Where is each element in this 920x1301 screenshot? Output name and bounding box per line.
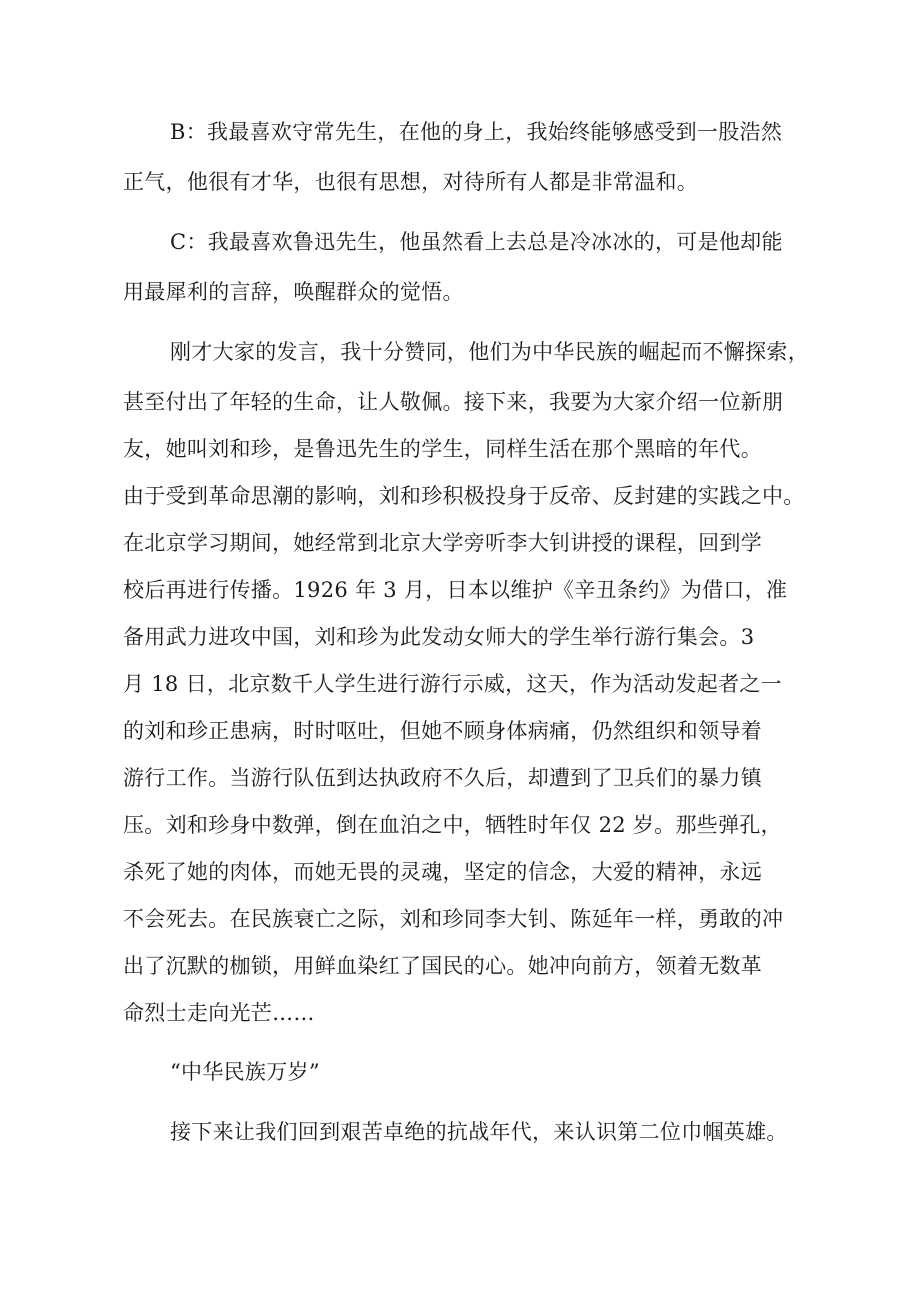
text-line: 命烈士走向光芒…… (123, 1001, 315, 1025)
text-line: 不会死去。在民族衰亡之际，刘和珍同李大钊、陈延年一样，勇敢的冲 (123, 907, 784, 931)
text-line: 压。刘和珍身中数弹，倒在血泊之中，牺牲时年仅 22 岁。那些弹孔， (123, 813, 782, 837)
text-line: 月 18 日，北京数千人学生进行游行示威，这天，作为活动发起者之一 (123, 672, 782, 696)
text-line: 刚才大家的发言，我十分赞同，他们为中华民族的崛起而不懈探索， (170, 340, 809, 364)
text-line: 友，她叫刘和珍，是鲁迅先生的学生，同样生活在那个黑暗的年代。 (123, 437, 762, 461)
text-line: 由于受到革命思潮的影响，刘和珍积极投身于反帝、反封建的实践之中。 (123, 484, 805, 508)
slogan-text: “中华民族万岁” (170, 1060, 320, 1084)
text-line: 的刘和珍正患病，时时呕吐，但她不顾身体病痛，仍然组织和领导着 (123, 719, 762, 743)
text-line: 校后再进行传播。1926 年 3 月，日本以维护《辛丑条约》为借口，准 (123, 578, 788, 602)
text-line: 用最犀利的言辞，唤醒群众的觉悟。 (123, 280, 464, 304)
text-line: 出了沉默的枷锁，用鲜血染红了国民的心。她冲向前方，领着无数革 (123, 954, 762, 978)
text-line: 杀死了她的肉体，而她无畏的灵魂，坚定的信念，大爱的精神，永远 (123, 860, 762, 884)
text-line: 正气，他很有才华，也很有思想，对待所有人都是非常温和。 (123, 170, 699, 194)
text-line: 甚至付出了年轻的生命，让人敬佩。接下来，我要为大家介绍一位新朋 (123, 390, 784, 414)
text-line: 接下来让我们回到艰苦卓绝的抗战年代，来认识第二位巾帼英雄。 (170, 1120, 788, 1144)
text-line: 在北京学习期间，她经常到北京大学旁听李大钊讲授的课程，回到学 (123, 531, 762, 555)
text-line: 备用武力进攻中国，刘和珍为此发动女师大的学生举行游行集会。3 (123, 625, 755, 649)
text-line: 游行工作。当游行队伍到达执政府不久后，却遭到了卫兵们的暴力镇 (123, 766, 762, 790)
text-line: C：我最喜欢鲁迅先生，他虽然看上去总是冷冰冰的，可是他却能 (170, 230, 783, 254)
text-line: B：我最喜欢守常先生，在他的身上，我始终能够感受到一股浩然 (170, 120, 783, 144)
